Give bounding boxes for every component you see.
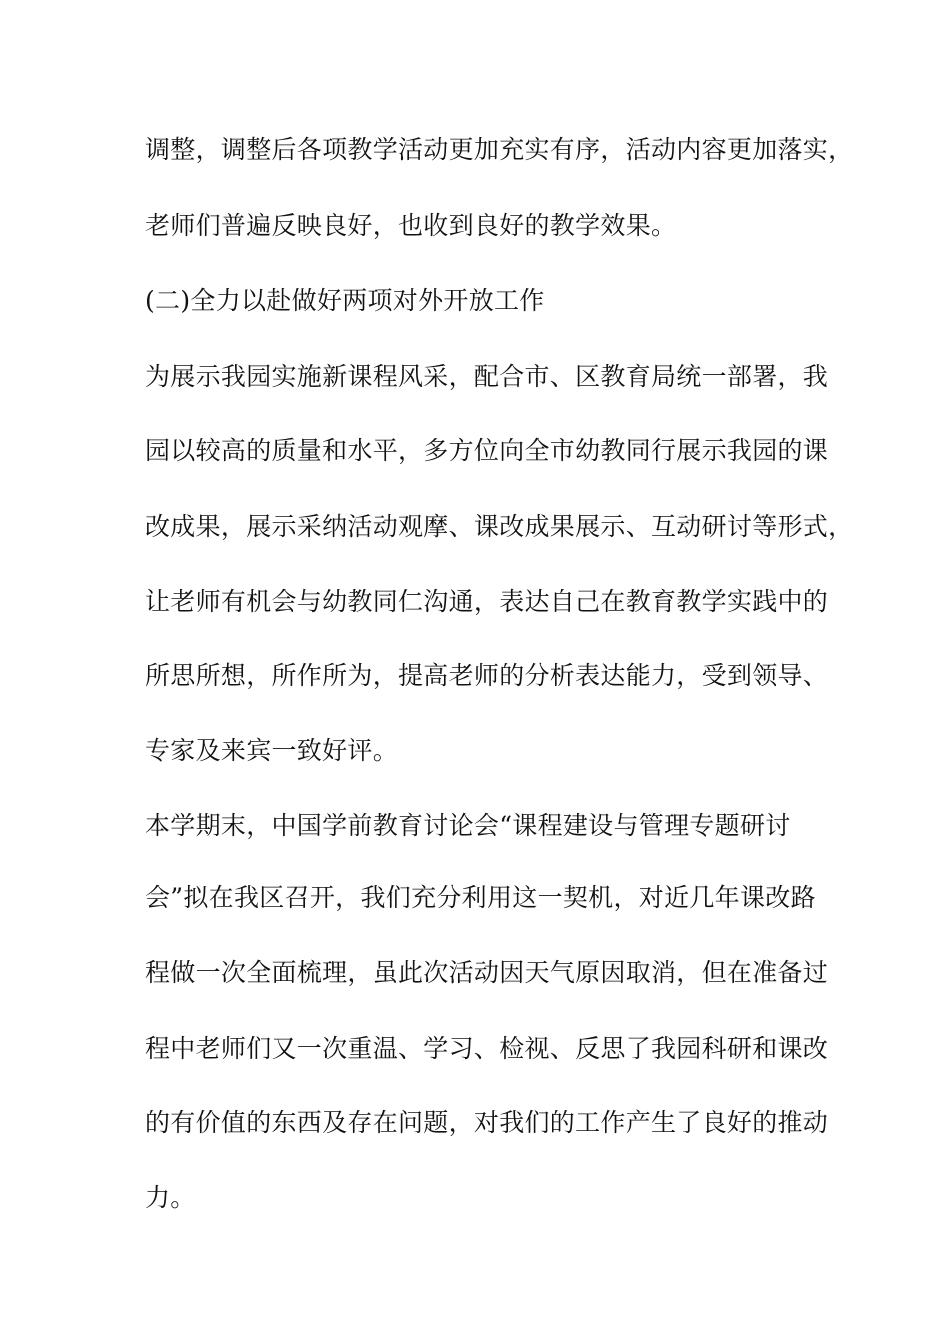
- text-line: 为展示我园实施新课程风采，配合市、区教育局统一部署，我: [145, 362, 829, 391]
- text-line: 园以较高的质量和水平，多方位向全市幼教同行展示我园的课: [145, 436, 829, 465]
- text-line: 专家及来宾一致好评。: [145, 736, 399, 765]
- text-line: 改成果，展示采纳活动观摩、课改成果展示、互动研讨等形式，: [145, 512, 854, 541]
- text-line: 调整，调整后各项教学活动更加充实有序，活动内容更加落实，: [145, 135, 854, 164]
- text-line: 老师们普遍反映良好，也收到良好的教学效果。: [145, 211, 677, 240]
- section-heading: (二)全力以赴做好两项对外开放工作: [145, 286, 545, 315]
- text-line: 的有价值的东西及存在问题，对我们的工作产生了良好的推动: [145, 1108, 829, 1137]
- text-line: 程中老师们又一次重温、学习、检视、反思了我园科研和课改: [145, 1034, 829, 1063]
- text-line: 会”拟在我区召开，我们充分利用这一契机，对近几年课改路: [145, 883, 816, 912]
- text-line: 程做一次全面梳理，虽此次活动因天气原因取消，但在准备过: [145, 958, 829, 987]
- text-line: 本学期末，中国学前教育讨论会“课程建设与管理专题研讨: [145, 811, 791, 840]
- text-line: 所思所想，所作所为，提高老师的分析表达能力，受到领导、: [145, 661, 829, 690]
- text-line: 力。: [145, 1183, 196, 1212]
- text-line: 让老师有机会与幼教同仁沟通，表达自己在教育教学实践中的: [145, 587, 829, 616]
